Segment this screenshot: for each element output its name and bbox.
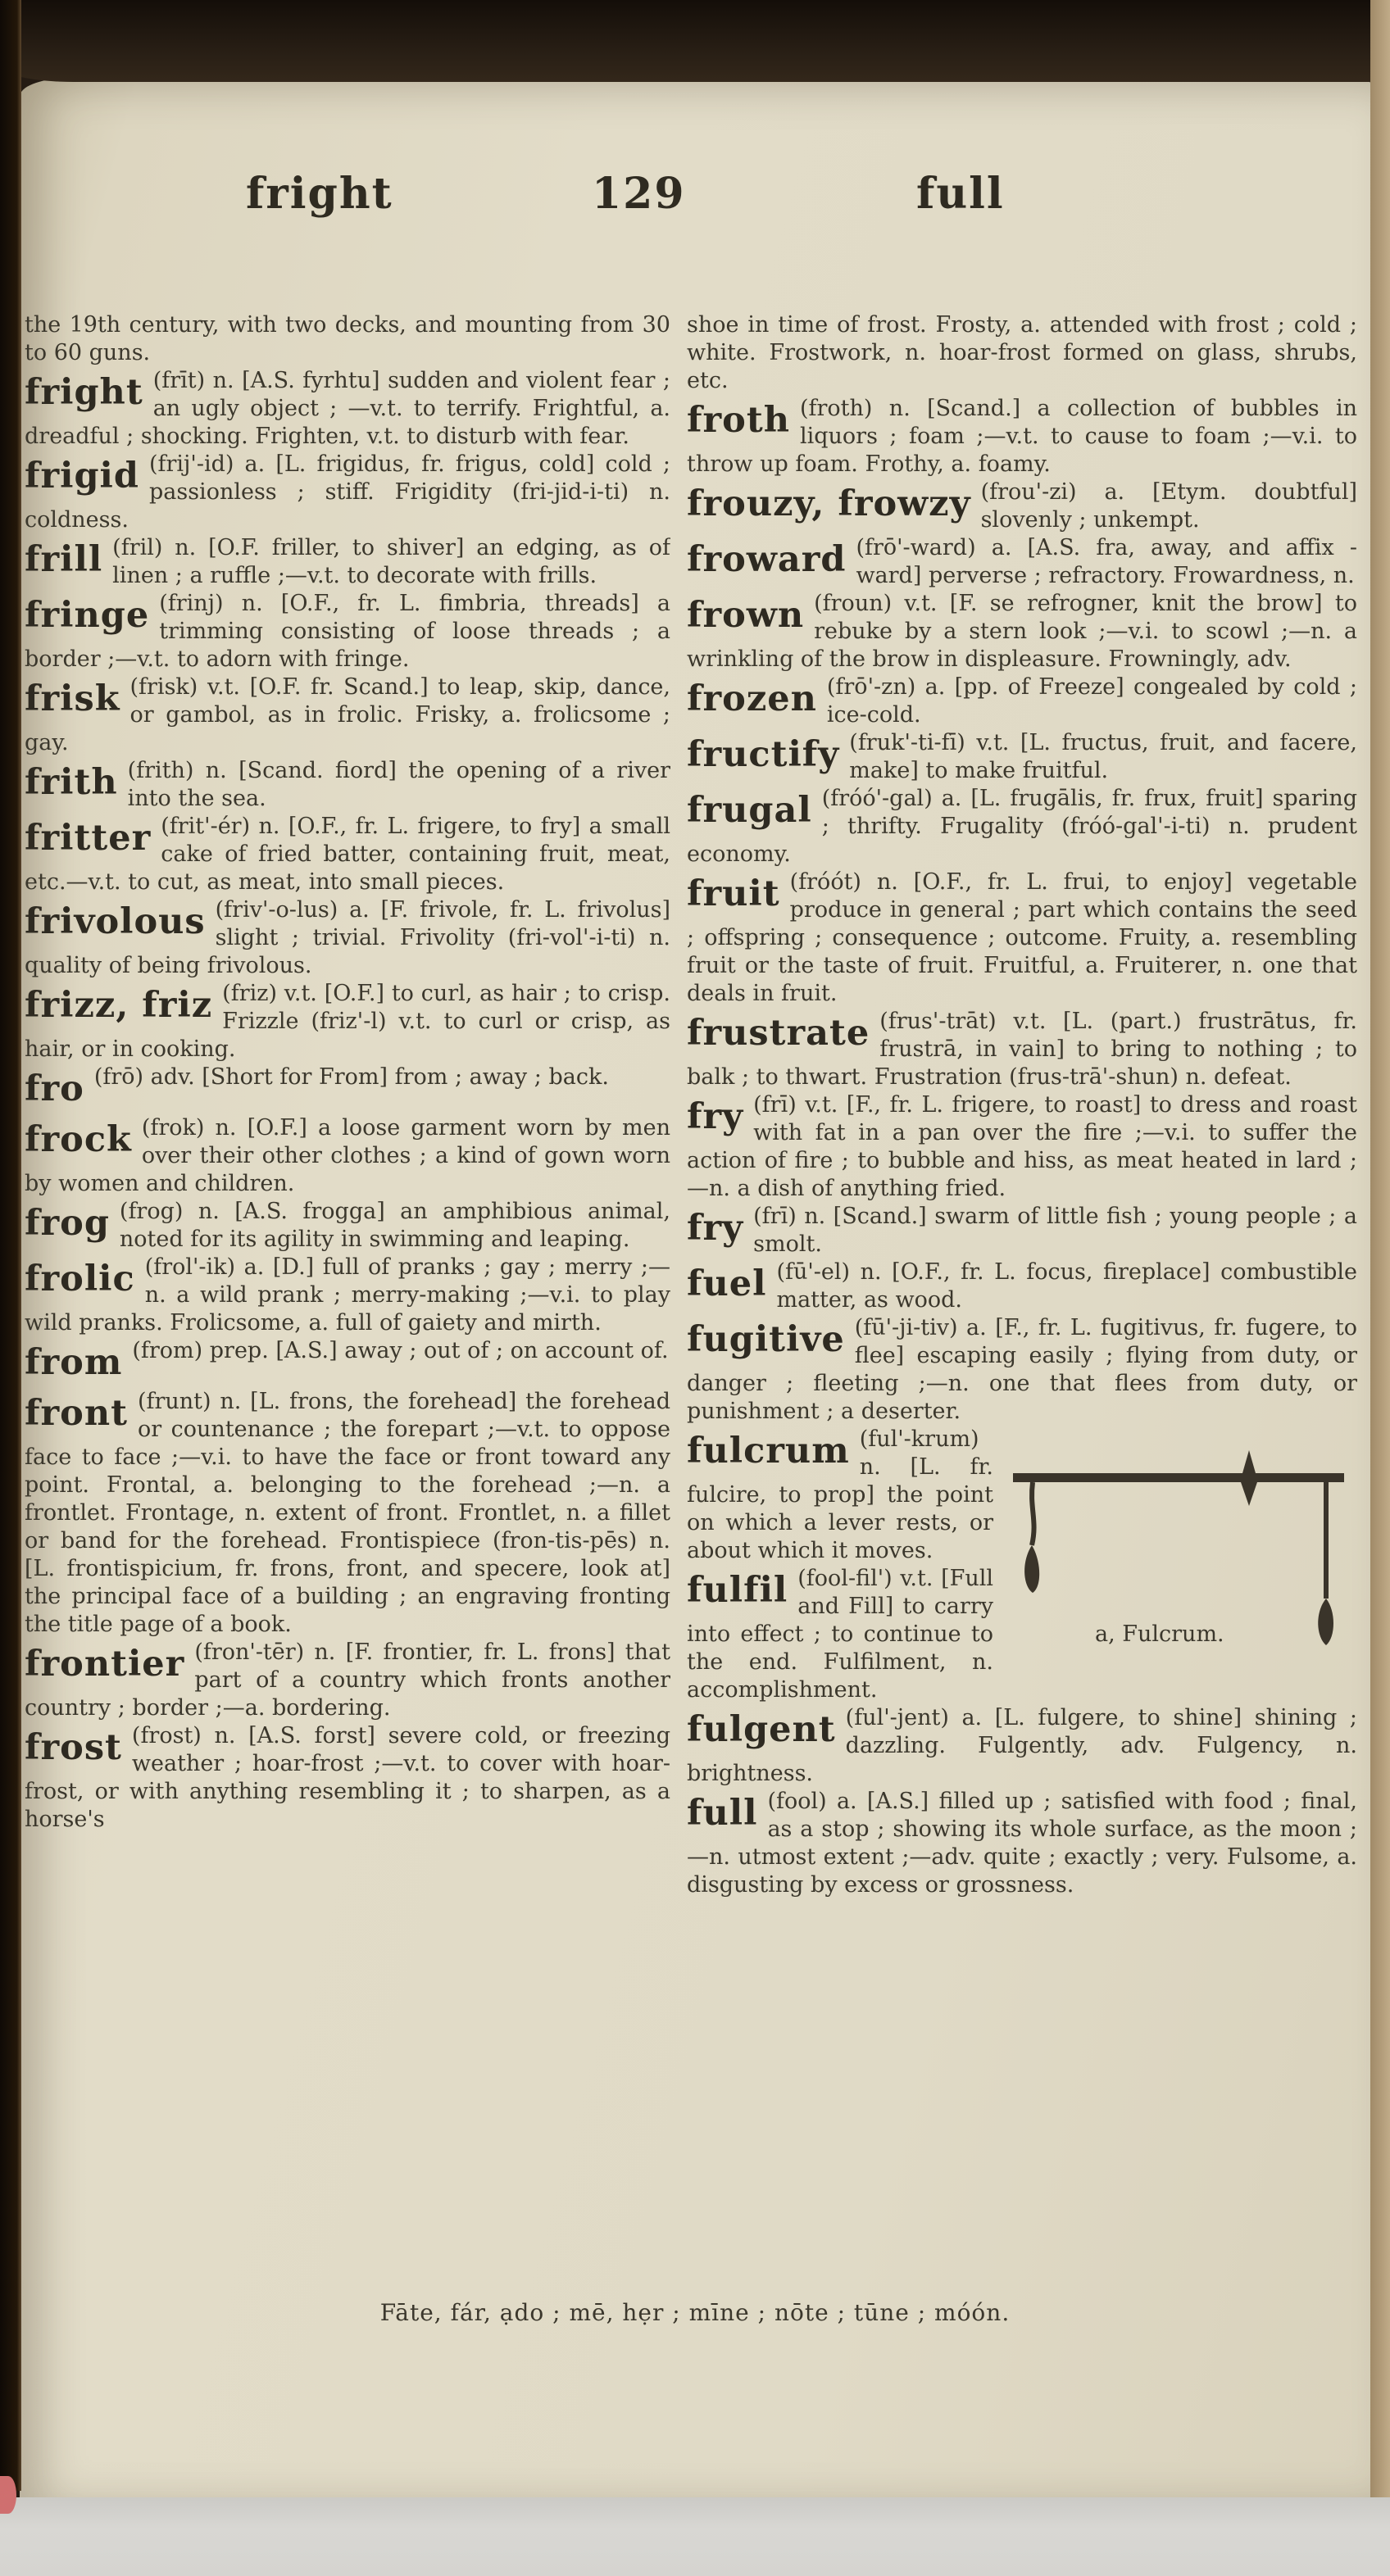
photo-left-edge [0,0,21,2491]
entry-fry-verb [687,1091,1357,1203]
entry-text: (fool) a. [A.S.] filled up ; satisfied with food ; final, as a stop ; showing its whole surface, as the moon ;—n. utmost extent ;—adv. quite ; exactly ; very. Fulsome, a. disgusting by excess or grossness. [687,1789,1357,1898]
entry-text: (fron'-tēr) n. [F. frontier, fr. L. frons] that part of a country which fronts another country ; border ;—a. bordering. [25,1639,670,1721]
entry-frith [25,757,670,813]
entry-headword: front [25,1393,128,1434]
entry-headword: frolic [25,1259,135,1299]
entry-frozen [687,673,1357,729]
left-column [25,311,670,2278]
entry-frown [687,590,1357,673]
entry-frustrate [687,1008,1357,1091]
entry-headword: full [687,1793,758,1834]
entry-from [25,1337,670,1383]
fulcrum-figure [1005,1431,1357,1686]
entry-headword: frontier [25,1644,185,1685]
entry-frugal [687,785,1357,868]
running-head-first-word: fright [246,169,393,219]
entry-fritter [25,813,670,896]
entry-headword: frizz, friz [25,985,213,1026]
entry-continuation [687,311,1357,395]
photo-top-edge [0,0,1390,82]
entry-frolic [25,1254,670,1337]
entry-text: (frij'-id) a. [L. frigidus, fr. frigus, cold] cold ; passionless ; stiff. Frigidity (fri-jid-i-ti) n. coldness. [25,451,670,533]
photo-bottom-edge [0,2497,1390,2576]
entry-headword: fuel [687,1263,767,1304]
entry-froward [687,534,1357,590]
entry-fugitive [687,1314,1357,1426]
entry-text: (frī) v.t. [F., fr. L. frigere, to roast] to dress and roast with fat in a pan over the fire ;—v.i. to suffer the action of fire ; to bubble and hiss, as meat heated in lard ;—n. a dish of anything fried. [687,1092,1357,1201]
entry-text: (frō'-ward) a. [A.S. fra, away, and affix -ward] perverse ; refractory. Frowardness, n. [856,535,1357,588]
entry-fruit [687,868,1357,1008]
entry-frill [25,534,670,590]
entry-fright [25,367,670,451]
entry-text: (froun) v.t. [F. se refrogner, knit the brow] to rebuke by a stern look ;—v.i. to scowl ;—n. a wrinkling of the brow in displeasure. Frowningly, adv. [687,591,1357,672]
entry-text: (frok) n. [O.F.] a loose garment worn by men over their other clothes ; a kind of gown worn by women and children. [25,1115,670,1196]
entry-headword: fry [687,1208,744,1249]
entry-front [25,1388,670,1639]
entry-text: (frou'-zi) a. [Etym. doubtful] slovenly ; unkempt. [980,479,1357,533]
photo-right-edge [1370,0,1390,2499]
entry-headword: frith [25,762,118,803]
entry-headword: fritter [25,818,152,859]
entry-fuel [687,1259,1357,1314]
entry-frizz [25,980,670,1064]
entry-text: (friv'-o-lus) a. [F. frivole, fr. L. frivolus] slight ; trivial. Frivolity (fri-vol'-i-ti) n. quality of being frivolous. [25,897,670,978]
entry-text: shoe in time of frost. Frosty, a. attended with frost ; cold ; white. Frostwork, n. hoar-frost formed on glass, shrubs, etc. [687,312,1357,393]
entry-text: (frus'-trāt) v.t. [L. (part.) frustrātus, fr. frustrā, in vain] to bring to nothing ; to balk ; to thwart. Frustration (frus-trā'-shun) n. defeat. [687,1009,1357,1090]
entry-text: (frost) n. [A.S. forst] severe cold, or freezing weather ; hoar-frost ;—v.t. to cover with hoar-frost, or with anything resembling it ; to sharpen, as a horse's [25,1723,670,1832]
entry-headword: frigid [25,456,139,497]
entry-text: (fruk'-ti-fī) v.t. [L. fructus, fruit, and facere, make] to make fruitful. [849,730,1357,783]
pink-page-marker [0,2476,16,2514]
entry-fro [25,1064,670,1109]
entry-headword: fry [687,1096,744,1137]
entry-headword: fructify [687,734,840,775]
entry-headword: frugal [687,790,812,831]
entry-headword: frisk [25,678,120,719]
entry-fulgent [687,1704,1357,1788]
entry-text: (froth) n. [Scand.] a collection of bubbles in liquors ; foam ;—v.t. to cause to foam ;—v.i. to throw up foam. Frothy, a. foamy. [687,396,1357,477]
entry-text: (frisk) v.t. [O.F. fr. Scand.] to leap, skip, dance, or gambol, as in frolic. Frisky, a. frolicsome ; gay. [25,674,670,755]
entry-headword: fright [25,372,143,413]
entry-frigid [25,451,670,534]
entry-text: (frī) n. [Scand.] swarm of little fish ; young people ; a smolt. [753,1204,1357,1257]
entry-headword: fro [25,1068,84,1109]
entry-fringe [25,590,670,673]
entry-fry-noun [687,1203,1357,1259]
entry-text: (fril) n. [O.F. friller, to shiver] an edging, as of linen ; a ruffle ;—v.t. to decorate with frills. [112,535,670,588]
entry-text: (from) prep. [A.S.] away ; out of ; on account of. [132,1338,669,1363]
right-column [687,311,1357,2278]
entry-headword: fulcrum [687,1431,850,1472]
entry-text: the 19th century, with two decks, and mounting from 30 to 60 guns. [25,312,670,365]
entry-text: (fool-fil') v.t. [Full and Fill] to carry into effect ; to continue to the end. Fulfilment, n. accomplishment. [687,1566,993,1703]
entry-text: (frit'-ér) n. [O.F., fr. L. frigere, to fry] a small cake of fried batter, containing fruit, meat, etc.—v.t. to cut, as meat, into small pieces. [25,814,670,895]
entry-text: (ful'-krum) n. [L. fr. fulcire, to prop] the point on which a lever rests, or about which it moves. [687,1426,993,1563]
entry-fructify [687,729,1357,785]
entry-headword: from [25,1342,123,1383]
entry-headword: frustrate [687,1013,870,1054]
entry-text: (ful'-jent) a. [L. fulgere, to shine] shining ; dazzling. Fulgently, adv. Fulgency, n. brightness. [687,1705,1357,1786]
entry-text: (frog) n. [A.S. frogga] an amphibious animal, noted for its agility in swimming and leaping. [119,1199,670,1252]
entry-text: (friz) v.t. [O.F.] to curl, as hair ; to crisp. Frizzle (friz'-l) v.t. to curl or crisp, as hair, or in cooking. [25,981,670,1062]
entry-headword: fugitive [687,1319,845,1360]
entry-headword: fulfil [687,1570,788,1611]
entry-frog [25,1198,670,1254]
fulcrum-caption: a, Fulcrum. [1095,1621,1224,1647]
entry-text: (frō'-zn) a. [pp. of Freeze] congealed by cold ; ice-cold. [826,674,1357,728]
entry-frock [25,1114,670,1198]
entry-headword: frown [687,595,805,636]
entry-text: (fróót) n. [O.F., fr. L. frui, to enjoy] vegetable produce in general ; part which contains the seed ; offspring ; consequence ; outcome. Fruity, a. resembling fruit or the taste of fruit. Fruitful, a. Fruiterer, n. one that deals in fruit. [687,869,1357,1006]
entry-text: (fū'-ji-tiv) a. [F., fr. L. fugitivus, fr. fugere, to flee] escaping easily ; flying from duty, or danger ; fleeting ;—n. one that flees from duty, or punishment ; a deserter. [687,1315,1357,1424]
entry-headword: frouzy, frowzy [687,483,971,524]
entry-text: (fū'-el) n. [O.F., fr. L. focus, fireplace] combustible matter, as wood. [776,1259,1357,1313]
entry-frost [25,1722,670,1834]
entry-headword: fulgent [687,1709,836,1750]
entry-headword: frog [25,1203,110,1244]
entry-headword: fringe [25,595,150,636]
entry-full [687,1788,1357,1899]
entry-headword: fruit [687,873,780,914]
pronunciation-key: Fāte, fár, ạdo ; mē, hẹr ; mīne ; nōte ; tūne ; móón. [379,2299,1011,2326]
entry-headword: frock [25,1119,132,1160]
entry-headword: frill [25,539,103,580]
entry-froth [687,395,1357,478]
entry-text: (frol'-ik) a. [D.] full of pranks ; gay ; merry ;—n. a wild prank ; merry-making ;—v.i. to play wild pranks. Frolicsome, a. full of gaiety and mirth. [25,1254,670,1336]
entry-frivolous [25,896,670,980]
entry-frontier [25,1639,670,1722]
entry-headword: frost [25,1727,122,1768]
running-head-last-word: full [916,169,1005,219]
entry-continuation [25,311,670,367]
entry-text: (frunt) n. [L. frons, the forehead] the forehead or countenance ; the forepart ;—v.t. to oppose face to face ;—v.i. to have the face or front toward any point. Frontal, a. belonging to the forehead ;—n. a frontlet. Frontage, n. extent of front. Frontlet, n. a fillet or band for the forehead. Frontispiece (fron-tis-pēs) n. [L. frontispicium, fr. frons, front, and specere, look at] the principal face of a building ; an engraving fronting the title page of a book. [25,1389,670,1637]
entry-text: (frō) adv. [Short for From] from ; away ; back. [93,1064,609,1090]
entry-headword: froth [687,400,790,441]
entry-headword: frozen [687,678,817,719]
entry-headword: froward [687,539,847,580]
entry-headword: frivolous [25,901,206,942]
entry-frisk [25,673,670,757]
entry-text: (fróó'-gal) a. [L. frugālis, fr. frux, fruit] sparing ; thrifty. Frugality (fróó-gal'-i-ti) n. prudent economy. [687,786,1357,867]
page-number: 129 [592,169,686,219]
entry-text: (frith) n. [Scand. fiord] the opening of a river into the sea. [127,758,670,811]
entry-text: (frinj) n. [O.F., fr. L. fimbria, threads] a trimming consisting of loose threads ; a border ;—v.t. to adorn with fringe. [25,591,670,672]
entry-text: (frīt) n. [A.S. fyrhtu] sudden and violent fear ; an ugly object ; —v.t. to terrify. Frightful, a. dreadful ; shocking. Frighten, v.t. to disturb with fear. [25,368,670,449]
entry-frouzy [687,478,1357,534]
